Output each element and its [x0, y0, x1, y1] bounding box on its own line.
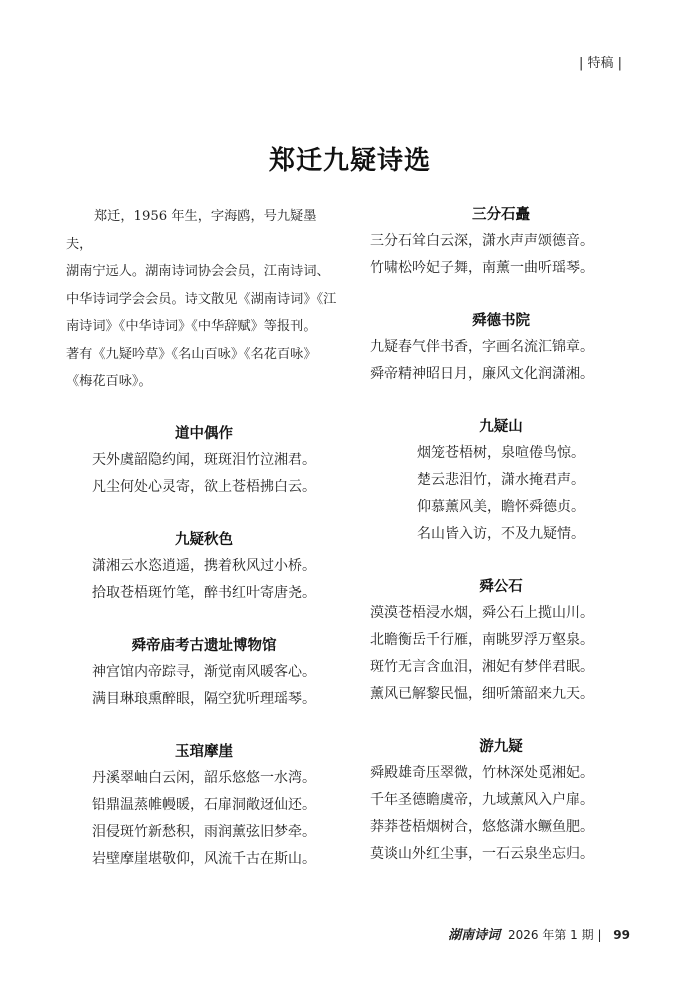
poem — [370, 203, 632, 282]
poem-line: 名山皆入访，不及九疑情。 — [417, 526, 585, 542]
poem-line: 薰风已解黎民愠，细听箫韶来九天。 — [370, 686, 594, 702]
poem — [66, 634, 342, 713]
poem-title: 三分石矗 — [472, 206, 530, 223]
poem-line: 莫谈山外红尘事，一石云泉坐忘归。 — [370, 846, 594, 862]
poem — [370, 309, 632, 388]
poem-line: 九疑春气伴书香，字画名流汇锦章。 — [370, 339, 594, 355]
poem-line: 满目琳琅熏醉眼，隔空犹听理瑶琴。 — [92, 690, 316, 707]
poem — [66, 422, 342, 501]
intro-line: 郑迁，1956 年生，字海鸥，号九疑墨夫， — [66, 209, 317, 252]
poem — [370, 735, 632, 868]
intro-line: 著有《九疑吟草》《名山百咏》《名花百咏》 — [66, 346, 317, 362]
poem-title: 游九疑 — [479, 738, 523, 755]
poem — [66, 740, 342, 873]
poem-title: 舜帝庙考古遗址博物馆 — [131, 636, 277, 654]
poem-line: 舜殿雄奇压翠微，竹林深处觅湘妃。 — [370, 765, 594, 781]
poem-line: 铅鼎温蒸帷幔暖，石扉洞敞迓仙还。 — [92, 796, 316, 813]
poem — [370, 575, 632, 708]
poem-line: 丹溪翠岫白云闲，韶乐悠悠一水湾。 — [92, 769, 316, 786]
footer-divider: | — [597, 928, 606, 942]
poem-line: 潇湘云水恣逍遥，携着秋风过小桥。 — [92, 557, 316, 574]
poem-line: 拾取苍梧斑竹笔，醉书红叶寄唐尧。 — [92, 584, 316, 601]
poem-line: 竹啸松吟妃子舞，南薰一曲听瑶琴。 — [370, 260, 594, 276]
poem-line: 楚云悲泪竹，潇水掩君声。 — [417, 472, 585, 488]
poem-line: 泪侵斑竹新愁积，雨润薰弦旧梦牵。 — [92, 823, 316, 840]
intro-line: 湖南宁远人。湖南诗词协会会员，江南诗词、 — [66, 264, 330, 279]
poem-line: 莽莽苍梧烟树合，悠悠潇水鳜鱼肥。 — [370, 819, 594, 835]
poem-line: 斑竹无言含血泪，湘妃有梦伴君眠。 — [370, 659, 594, 675]
author-intro — [66, 203, 342, 396]
issue-label: 2026 年第 1 期 — [507, 928, 594, 942]
poem-line: 舜帝精神昭日月，廉风文化润潇湘。 — [370, 366, 594, 382]
poem-title: 舜德书院 — [472, 312, 530, 329]
journal-name: 湖南诗词 — [448, 928, 501, 943]
intro-line: 南诗词》《中华诗词》《中华辞赋》等报刊。 — [66, 319, 317, 334]
page-footer — [448, 924, 630, 943]
intro-line: 《梅花百咏》。 — [66, 374, 152, 389]
section-tag: | 特稿 | — [578, 56, 622, 71]
poem-line: 神宫馆内帝踪寻，渐觉南风暖客心。 — [92, 663, 316, 680]
poem-title: 舜公石 — [479, 578, 523, 595]
left-column — [66, 203, 342, 873]
poem-line: 天外虞韶隐约闻，斑斑泪竹泣湘君。 — [92, 451, 316, 468]
page-number: 99 — [613, 928, 630, 942]
poem — [66, 528, 342, 607]
poem-line: 北瞻衡岳千行雁，南眺罗浮万壑泉。 — [370, 632, 594, 648]
poem-line: 岩壁摩崖堪敬仰，风流千古在斯山。 — [92, 850, 316, 867]
poem-title: 道中偶作 — [175, 424, 233, 442]
intro-line: 中华诗词学会会员。诗文散见《湖南诗词》《江 — [66, 291, 337, 307]
right-column — [370, 203, 632, 868]
article-title: 郑迁九疑诗选 — [268, 146, 431, 176]
poem-title: 玉琯摩崖 — [175, 742, 233, 760]
poem-title: 九疑秋色 — [175, 530, 233, 548]
poem-line: 凡尘何处心灵寄，欲上苍梧拂白云。 — [92, 478, 316, 495]
poem-line: 千年圣德瞻虞帝，九域薰风入户扉。 — [370, 792, 594, 808]
poem-line: 三分石耸白云深，潇水声声颂德音。 — [370, 233, 594, 249]
poem-line: 仰慕薰风美，瞻怀舜德贞。 — [417, 499, 585, 515]
poem-title: 九疑山 — [479, 418, 523, 435]
poem-line: 漠漠苍梧浸水烟，舜公石上揽山川。 — [370, 605, 594, 621]
poem-line: 烟笼苍梧树，泉喧倦鸟惊。 — [417, 445, 585, 461]
poem — [370, 415, 632, 548]
